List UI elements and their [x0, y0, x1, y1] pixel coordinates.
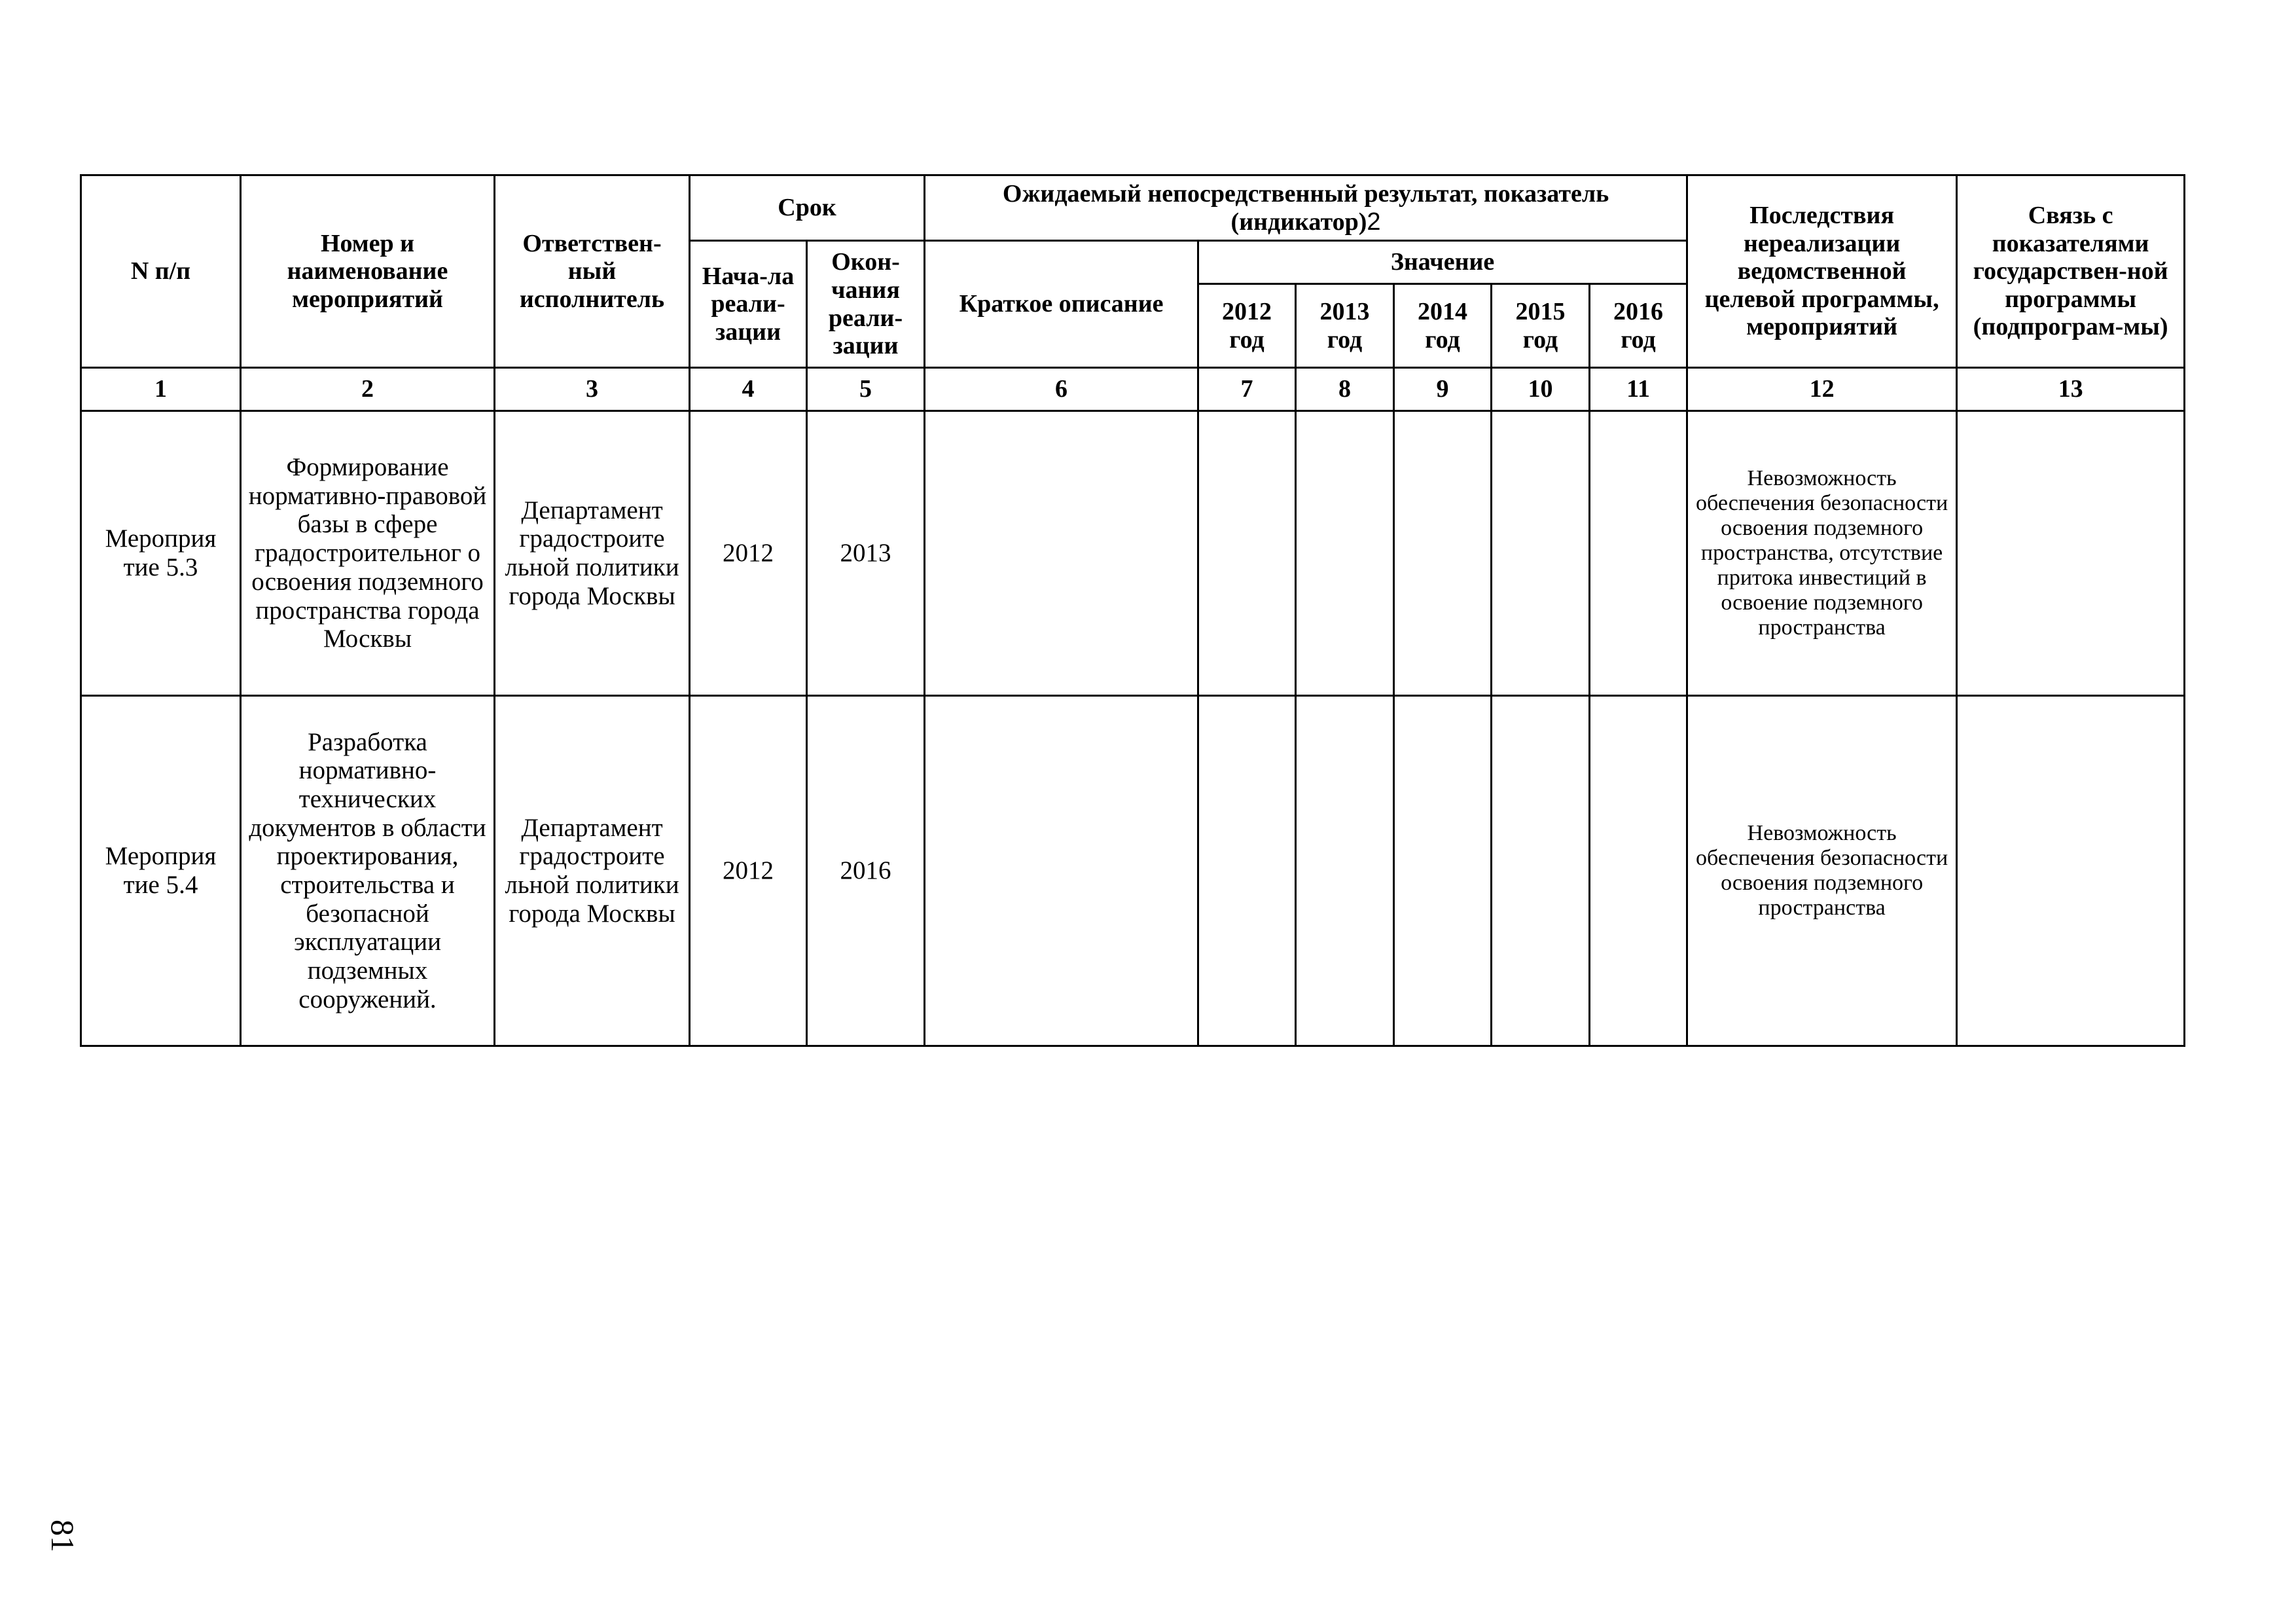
column-number: 6: [925, 368, 1198, 411]
end-year: 2013: [807, 411, 925, 696]
header-npp: N п/п: [81, 175, 241, 368]
value-cell: [1394, 696, 1492, 1046]
header-result-sup: 2: [1367, 208, 1381, 236]
short-description: [925, 696, 1198, 1046]
value-cell: [1590, 411, 1687, 696]
column-number: 4: [690, 368, 807, 411]
header-name: Номер и наименование мероприятий: [241, 175, 495, 368]
value-cell: [1492, 696, 1590, 1046]
header-year: 2015 год: [1492, 284, 1590, 368]
value-cell: [1590, 696, 1687, 1046]
consequences-text: Невозможность обеспечения безопасности освоения подземного пространства: [1687, 696, 1957, 1046]
header-value: Значение: [1198, 241, 1687, 284]
column-number-row: [81, 368, 2185, 411]
header-link: Связь с показателями государствен-ной программы (подпрограм-мы): [1957, 175, 2185, 368]
table-row: [81, 411, 2185, 696]
column-number: 10: [1492, 368, 1590, 411]
header-responsible: Ответствен-ный исполнитель: [495, 175, 690, 368]
start-year: 2012: [690, 411, 807, 696]
header-end: Окон-чания реали-зации: [807, 241, 925, 368]
row-number: Мероприя тие 5.4: [81, 696, 241, 1046]
column-number: 1: [81, 368, 241, 411]
value-cell: [1492, 411, 1590, 696]
column-number: 9: [1394, 368, 1492, 411]
column-number: 11: [1590, 368, 1687, 411]
column-number: 2: [241, 368, 495, 411]
value-cell: [1296, 411, 1394, 696]
value-cell: [1198, 411, 1296, 696]
header-year: 2012 год: [1198, 284, 1296, 368]
value-cell: [1296, 696, 1394, 1046]
program-link: [1957, 696, 2185, 1046]
header-start: Нача-ла реали-зации: [690, 241, 807, 368]
column-number: 5: [807, 368, 925, 411]
responsible-executor: Департамент градостроите льной политики города Москвы: [495, 696, 690, 1046]
program-link: [1957, 411, 2185, 696]
measure-name: Разработка нормативно-технических документов в области проектирования, строительства и безопасной эксплуатации подземных сооружений.: [241, 696, 495, 1046]
header-term: Срок: [690, 175, 925, 241]
end-year: 2016: [807, 696, 925, 1046]
header-result: [925, 175, 1687, 241]
value-cell: [1198, 696, 1296, 1046]
header-consequences: Последствия нереализации ведомственной целевой программы, мероприятий: [1687, 175, 1957, 368]
consequences-text: Невозможность обеспечения безопасности освоения подземного пространства, отсутствие притока инвестиций в освоение подземного пространства: [1687, 411, 1957, 696]
table-row: [81, 696, 2185, 1046]
header-description: Краткое описание: [925, 241, 1198, 368]
header-year: 2016 год: [1590, 284, 1687, 368]
column-number: 7: [1198, 368, 1296, 411]
header-row-1: [81, 175, 2185, 241]
short-description: [925, 411, 1198, 696]
column-number: 12: [1687, 368, 1957, 411]
measure-name: Формирование нормативно-правовой базы в сфере градостроительног о освоения подземного пространства города Москвы: [241, 411, 495, 696]
row-number: Мероприя тие 5.3: [81, 411, 241, 696]
column-number: 13: [1957, 368, 2185, 411]
column-number: 3: [495, 368, 690, 411]
program-table: [80, 174, 2185, 1047]
responsible-executor: Департамент градостроите льной политики города Москвы: [495, 411, 690, 696]
column-number: 8: [1296, 368, 1394, 411]
start-year: 2012: [690, 696, 807, 1046]
page-number: 81: [45, 1520, 81, 1552]
value-cell: [1394, 411, 1492, 696]
header-year: 2014 год: [1394, 284, 1492, 368]
header-year: 2013 год: [1296, 284, 1394, 368]
header-result-text: Ожидаемый непосредственный результат, показатель (индикатор): [1002, 179, 1609, 236]
